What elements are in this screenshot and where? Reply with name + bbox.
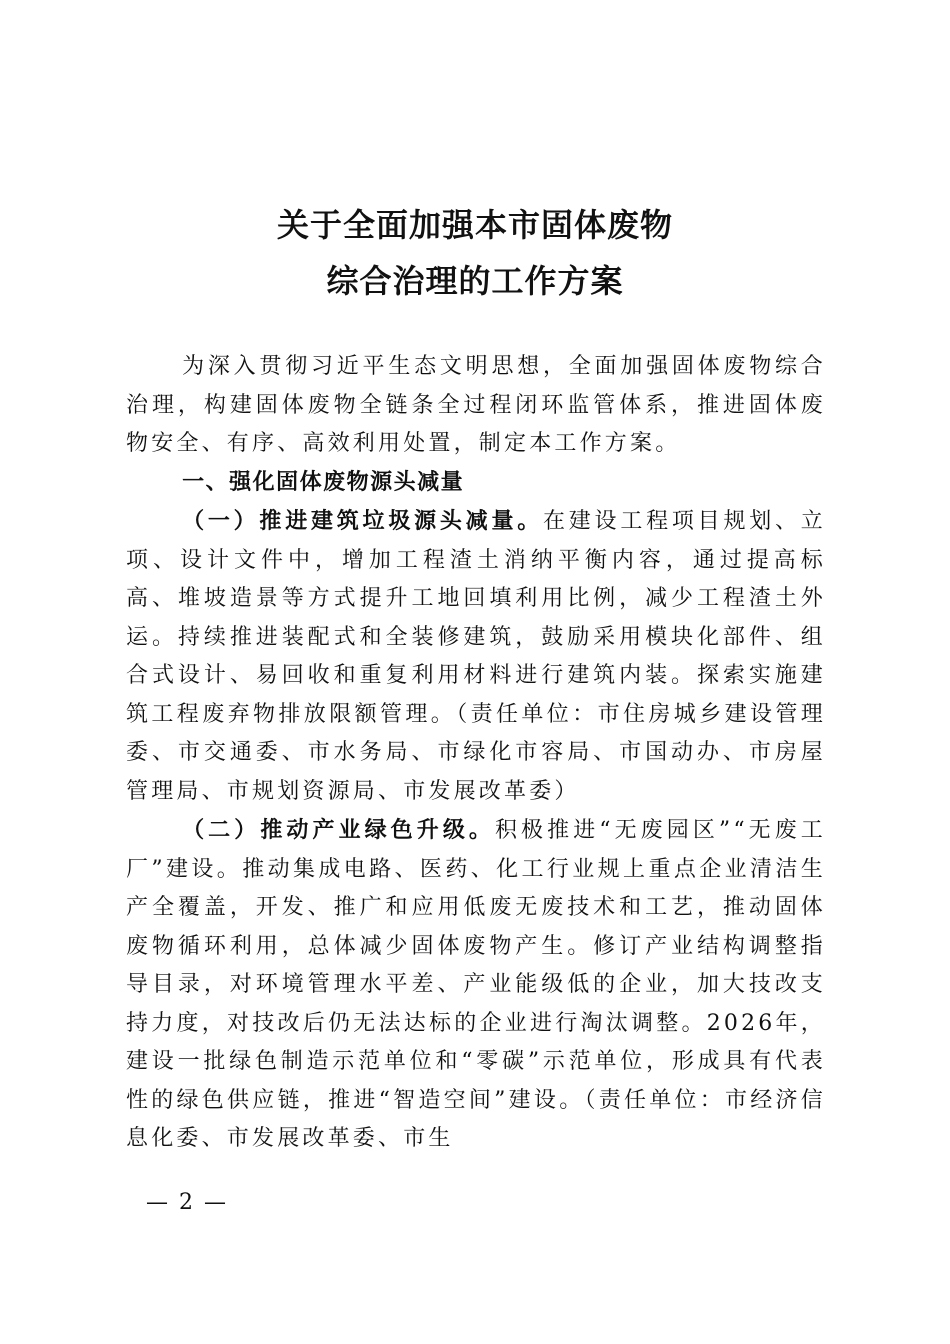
section-heading: 一、强化固体废物源头减量 [182, 469, 465, 495]
item-2-text: 积极推进“无废园区”“无废工厂”建设。推动集成电路、医药、化工行业规上重点企业清洁生产全覆盖，开发、推广和应用低废无废技术和工艺，推动固体废物循环利用，总体减少固体废物产生。修订产业结构调整指导目录，对环境管理水平差、产业能级低的企业，加大技改支持力度，对技改后仍无法达标的企业进行淘汰调整。2026年，建设一批绿色制造示范单位和“零碳”示范单位，形成具有代表性的绿色供应链，推进“智造空间”建设。（责任单位：市经济信息化委、市发展改革委、市生 [126, 818, 827, 1151]
item-1-lead: （一）推进建筑垃圾源头减量。 [182, 508, 543, 534]
item-2-lead: （二）推动产业绿色升级。 [182, 817, 495, 843]
item-paragraph-2 [126, 811, 826, 1159]
item-1-text: 在建设工程项目规划、立项、设计文件中，增加工程渣土消纳平衡内容，通过提高标高、堆坡造景等方式提升工地回填利用比例，减少工程渣土外运。持续推进装配式和全装修建筑，鼓励采用模块化部件、组合式设计、易回收和重复利用材料进行建筑内装。探索实施建筑工程废弃物排放限额管理。（责任单位：市住房城乡建设管理委、市交通委、市水务局、市绿化市容局、市国动办、市房屋管理局、市规划资源局、市发展改革委） [126, 509, 826, 804]
item-paragraph-1 [126, 502, 826, 811]
intro-paragraph: 为深入贯彻习近平生态文明思想，全面加强固体废物综合治理，构建固体废物全链条全过程闭环监管体系，推进固体废物安全、有序、高效利用处置，制定本工作方案。 [126, 354, 826, 456]
page-number: — 2 — [146, 1190, 228, 1215]
document-body [126, 348, 826, 1159]
document-title-line-1: 关于全面加强本市固体废物 [276, 206, 673, 244]
document-title-line-2: 综合治理的工作方案 [326, 262, 624, 300]
